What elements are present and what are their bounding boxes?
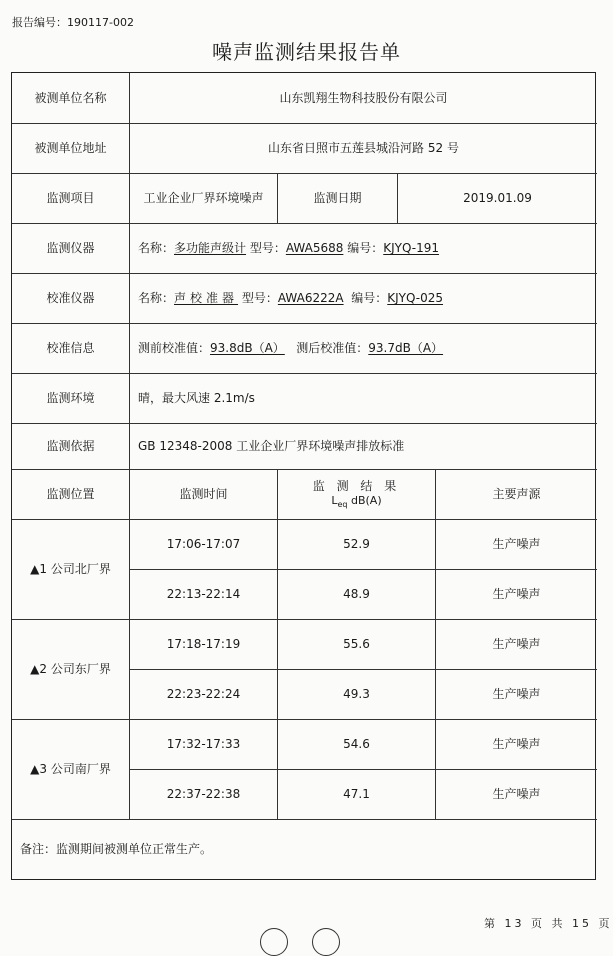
result-cell: 55.6 [278, 620, 436, 670]
unit-address-value: 山东省日照市五莲县城沿河路 52 号 [130, 124, 597, 174]
stamp-circle [260, 928, 288, 956]
calibrator-label: 校准仪器 [12, 274, 130, 324]
source-cell: 生产噪声 [436, 770, 597, 820]
unit-name-value: 山东凯翔生物科技股份有限公司 [130, 73, 597, 124]
basis-value: GB 12348-2008 工业企业厂界环境噪声排放标准 [130, 424, 597, 470]
time-cell: 22:23-22:24 [130, 670, 278, 720]
time-cell: 17:32-17:33 [130, 720, 278, 770]
project-value: 工业企业厂界环境噪声 [130, 174, 278, 224]
col-header-source: 主要声源 [436, 470, 597, 520]
source-cell: 生产噪声 [436, 520, 597, 570]
date-value: 2019.01.09 [398, 174, 597, 224]
position-east: ▲2 公司东厂界 [12, 620, 130, 720]
instrument-info: 名称： 多功能声级计 型号： AWA5688 编号： KJYQ-191 [130, 224, 597, 274]
col-header-position: 监测位置 [12, 470, 130, 520]
source-cell: 生产噪声 [436, 570, 597, 620]
col-header-result: 监 测 结 果 $L_{eq}$ dB(A) [278, 470, 436, 520]
page-number: 第 13 页 共 15 页 [484, 917, 613, 930]
position-north: ▲1 公司北厂界 [12, 520, 130, 620]
col-header-time: 监测时间 [130, 470, 278, 520]
time-cell: 22:37-22:38 [130, 770, 278, 820]
source-cell: 生产噪声 [436, 620, 597, 670]
source-cell: 生产噪声 [436, 720, 597, 770]
environment-value: 晴，最大风速 2.1m/s [130, 374, 597, 424]
result-cell: 52.9 [278, 520, 436, 570]
position-south: ▲3 公司南厂界 [12, 720, 130, 820]
instrument-label: 监测仪器 [12, 224, 130, 274]
source-cell: 生产噪声 [436, 670, 597, 720]
calibration-info-values: 测前校准值： 93.8dB（A） 测后校准值： 93.7dB（A） [130, 324, 597, 374]
basis-label: 监测依据 [12, 424, 130, 470]
calibrator-info: 名称： 声校准器 型号： AWA6222A 编号： KJYQ-025 [130, 274, 597, 324]
unit-name-label: 被测单位名称 [12, 73, 130, 124]
result-cell: 47.1 [278, 770, 436, 820]
calibration-info-label: 校准信息 [12, 324, 130, 374]
time-cell: 17:18-17:19 [130, 620, 278, 670]
result-cell: 49.3 [278, 670, 436, 720]
remarks: 备注：监测期间被测单位正常生产。 [20, 842, 213, 856]
page-title: 噪声监测结果报告单 [212, 40, 401, 64]
date-label: 监测日期 [278, 174, 398, 224]
stamp-circle [312, 928, 340, 956]
time-cell: 22:13-22:14 [130, 570, 278, 620]
project-label: 监测项目 [12, 174, 130, 224]
unit-address-label: 被测单位地址 [12, 124, 130, 174]
time-cell: 17:06-17:07 [130, 520, 278, 570]
report-number: 报告编号：190117-002 [12, 16, 134, 29]
result-cell: 48.9 [278, 570, 436, 620]
environment-label: 监测环境 [12, 374, 130, 424]
result-cell: 54.6 [278, 720, 436, 770]
report-table [11, 72, 596, 880]
